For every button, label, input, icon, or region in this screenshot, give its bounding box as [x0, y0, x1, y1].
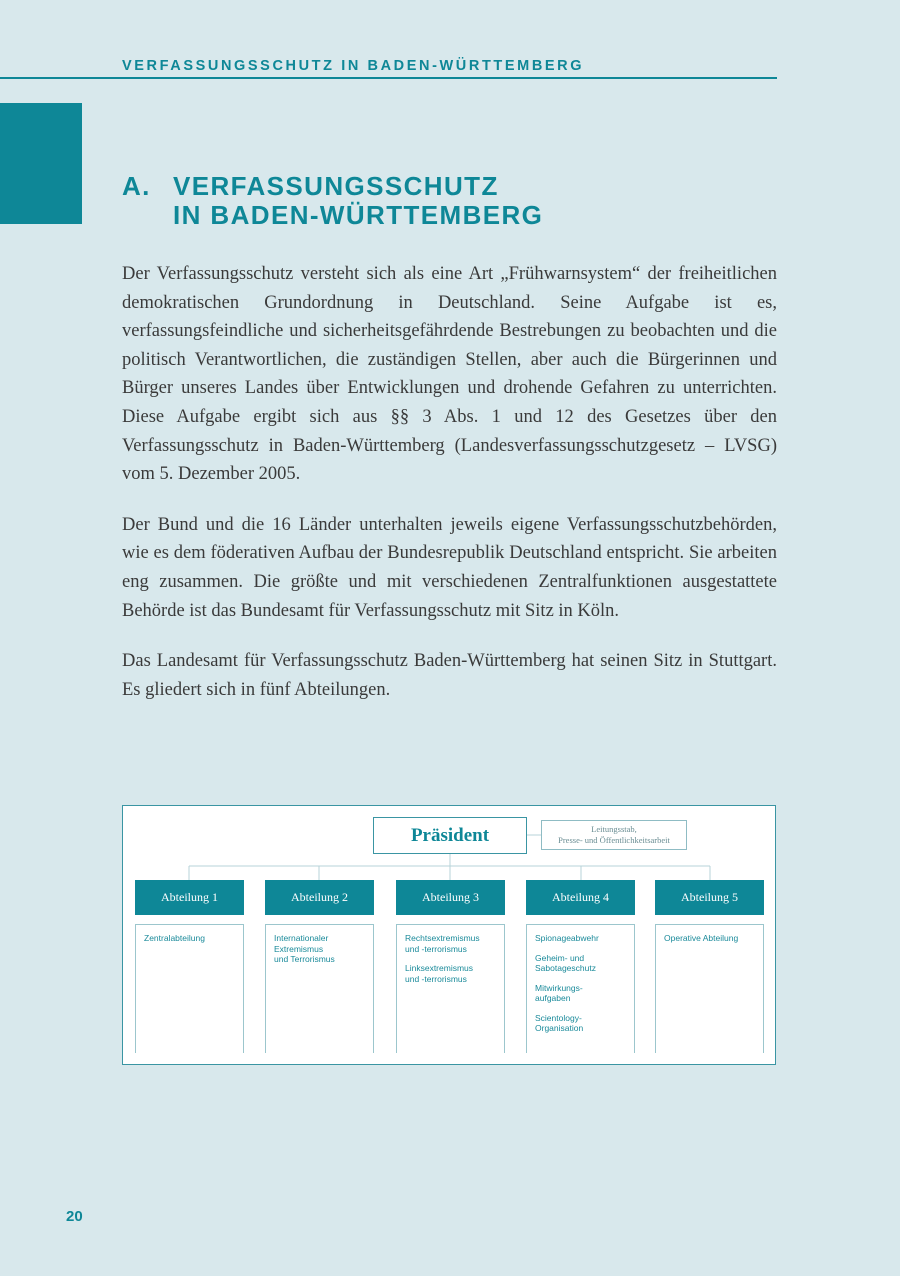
org-chart [122, 805, 776, 1065]
department-item: Zentralabteilung [144, 933, 205, 943]
paragraph-2: Der Bund und die 16 Länder unterhalten jeweils eigene Verfassungsschutzbehörden, wie es dem föderativen Aufbau der Bundesrepublik Deutschland entspricht. Sie arbeiten eng zusammen. Die größte und mit verschiedenen Zentralfunktionen ausgestattete Behörde ist das Bundesamt für Verfassungsschutz mit Sitz in Köln. [122, 514, 777, 621]
chapter-title-line-2: IN BADEN-WÜRTTEMBERG [173, 200, 544, 230]
department-item: Internationaler Extremismus und Terrorismus [274, 933, 335, 964]
department-item: Spionageabwehr [535, 933, 599, 943]
president-box: Präsident [373, 817, 527, 854]
department-5-body [655, 924, 764, 1053]
chapter-heading [122, 172, 543, 230]
department-3-header: Abteilung 3 [396, 880, 505, 915]
department-item: Geheim- und Sabotageschutz [535, 952, 596, 973]
department-item: Mitwirkungs- aufgaben [535, 982, 583, 1003]
paragraph-3: Das Landesamt für Verfassungsschutz Baden-Württemberg hat seinen Sitz in Stuttgart. Es gliedert sich in fünf Abteilungen. [122, 651, 777, 700]
header-rule [0, 77, 777, 79]
department-4-header: Abteilung 4 [526, 880, 635, 915]
paragraph-1: Der Verfassungsschutz versteht sich als eine Art „Frühwarnsystem“ der freiheitlichen demokratischen Grundordnung in Deutschland. Seine Aufgabe ist es, verfassungsfeindliche und sicherheitsgefährdende Bestrebungen zu beobachten und die politisch Verantwortlichen, die zuständigen Stellen, aber auch die Bürgerinnen und Bürger unseres Landes über Entwicklungen und drohende Gefahren zu unterrichten. Diese Aufgabe ergibt sich aus §§ 3 Abs. 1 und 12 des Gesetzes über den Verfassungsschutz in Baden-Württemberg (Landesverfassungsschutzgesetz – LVSG) vom 5. Dezember 2005. [122, 264, 777, 485]
running-header: VERFASSUNGSSCHUTZ IN BADEN-WÜRTTEMBERG [122, 58, 585, 74]
department-item: Scientology- Organisation [535, 1012, 584, 1033]
chapter-side-block [0, 103, 82, 224]
page-number: 20 [66, 1208, 83, 1225]
department-item: Rechtsextremismus und -terrorismus [405, 933, 480, 954]
staff-box [541, 820, 687, 850]
staff-line-1: Leitungsstab, [591, 824, 637, 834]
department-2-body [265, 924, 374, 1053]
chapter-title-line-1: VERFASSUNGSSCHUTZ [173, 171, 499, 201]
department-3-body [396, 924, 505, 1053]
chapter-title [173, 172, 543, 230]
department-5-header: Abteilung 5 [655, 880, 764, 915]
staff-line-2: Presse- und Öffentlichkeitsarbeit [558, 835, 670, 845]
department-item: Operative Abteilung [664, 933, 739, 943]
department-1-body [135, 924, 244, 1053]
department-2-header: Abteilung 2 [265, 880, 374, 915]
department-1-header: Abteilung 1 [135, 880, 244, 915]
chapter-letter: A. [122, 171, 151, 201]
department-item: Linksextremismus und -terrorismus [405, 963, 474, 984]
body-text [122, 260, 777, 726]
department-4-body [526, 924, 635, 1053]
